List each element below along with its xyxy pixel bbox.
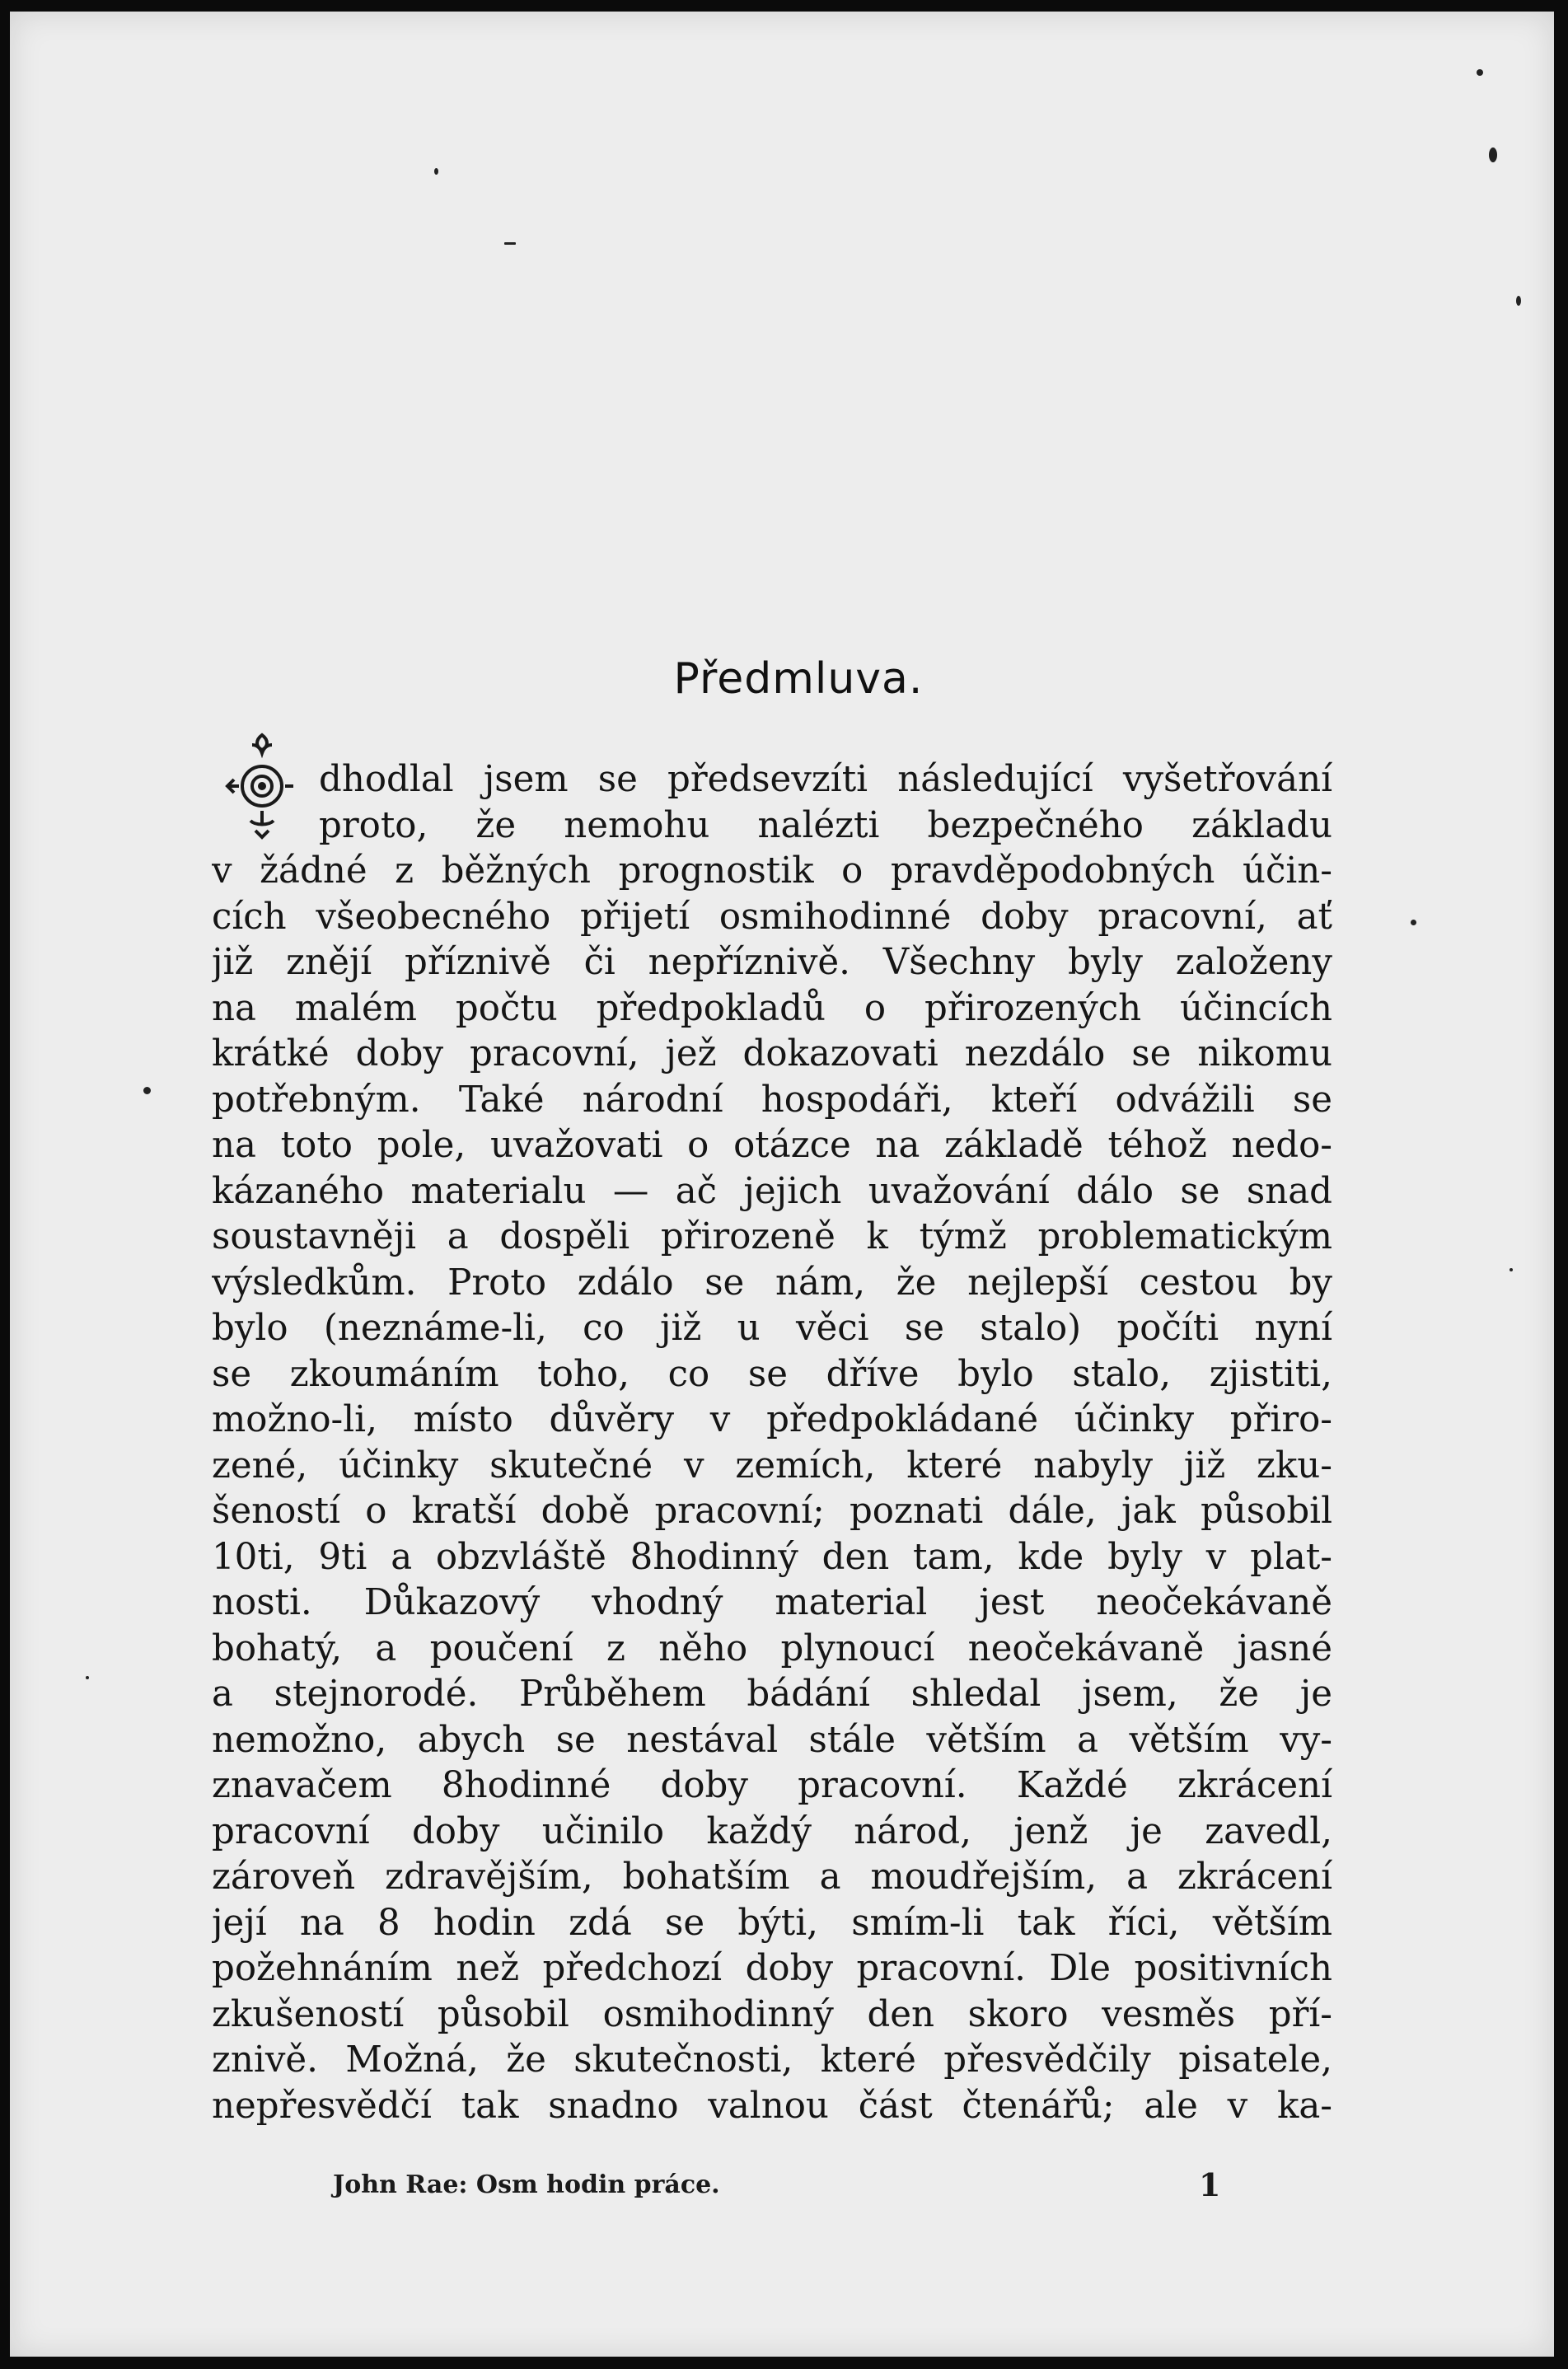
page-title: Předmluva. [673,654,924,704]
text-line: nosti. Důkazový vhodný material jest neočekávaně [212,1582,1332,1623]
book-page [10,12,1554,2357]
text-line: již znějí příznivě či nepříznivě. Všechny byly založeny [212,942,1332,983]
scan-speck [504,242,516,245]
text-line: krátké doby pracovní, jež dokazovati nezdálo se nikomu [212,1033,1332,1074]
text-line: a stejnorodé. Průběhem bádání shledal jsem, že je [212,1674,1332,1715]
text-line: výsledkům. Proto zdálo se nám, že nejlepší cestou by [212,1262,1332,1304]
text-line: na toto pole, uvažovati o otázce na základě téhož nedo- [212,1125,1332,1166]
page-number: 1 [1199,2166,1221,2203]
text-line: potřebným. Také národní hospodáři, kteří odvážili se [212,1079,1332,1121]
text-line: se zkoumáním toho, co se dříve bylo stalo, zjistiti, [212,1353,1332,1395]
scan-speck [1516,296,1521,306]
text-line: její na 8 hodin zdá se býti, smím-li tak říci, větším [212,1902,1332,1944]
text-line: šeností o kratší době pracovní; poznati dále, jak působil [212,1491,1332,1532]
scan-speck [1477,69,1483,76]
body-paragraph [212,757,1332,2129]
text-line: pracovní doby učinilo každý národ, jenž je zavedl, [212,1810,1332,1852]
running-footer-title: John Rae: Osm hodin práce. [333,2170,720,2199]
scan-speck [1509,1268,1513,1271]
scan-speck [434,168,438,175]
text-line: možno-li, místo důvěry v předpokládané účinky přiro- [212,1399,1332,1440]
text-line: nemožno, abych se nestával stále větším a větším vy- [212,1719,1332,1761]
text-line: zené, účinky skutečné v zemích, které nabyly již zku- [212,1444,1332,1486]
text-line: nepřesvědčí tak snadno valnou část čtenářů; ale v ka- [212,2085,1332,2127]
text-line: bohatý, a poučení z něho plynoucí neočekávaně jasné [212,1627,1332,1669]
text-line: proto, že nemohu nalézti bezpečného základu [319,804,1332,846]
text-line: v žádné z běžných prognostik o pravděpodobných účin- [212,850,1332,892]
scan-speck [143,1087,151,1094]
text-line: znavačem 8hodinné doby pracovní. Každé zkrácení [212,1765,1332,1806]
text-line: na malém počtu předpokladů o přirozených účincích [212,987,1332,1029]
text-line: kázaného materialu — ač jejich uvažování dálo se snad [212,1170,1332,1212]
text-line: dhodlal jsem se předsevzíti následující vyšetřování [319,759,1332,800]
text-line: požehnáním než předchozí doby pracovní. Dle positivních [212,1948,1332,1989]
scan-speck [86,1676,89,1679]
text-line: soustavněji a dospěli přirozeně k týmž problematickým [212,1216,1332,1257]
text-line: 10ti, 9ti a obzvláště 8hodinný den tam, kde byly v plat- [212,1536,1332,1578]
text-line: bylo (neznáme-li, co již u věci se stalo) počíti nyní [212,1308,1332,1349]
text-line: znivě. Možná, že skutečnosti, které přesvědčily pisatele, [212,2039,1332,2081]
scan-speck [1489,147,1497,162]
scan-speck [1411,920,1416,925]
text-line: zkušeností působil osmihodinný den skoro vesměs pří- [212,1993,1332,2035]
text-line: cích všeobecného přijetí osmihodinné doby pracovní, ať [212,896,1332,938]
text-line: zároveň zdravějším, bohatším a moudřejším, a zkrácení [212,1856,1332,1898]
